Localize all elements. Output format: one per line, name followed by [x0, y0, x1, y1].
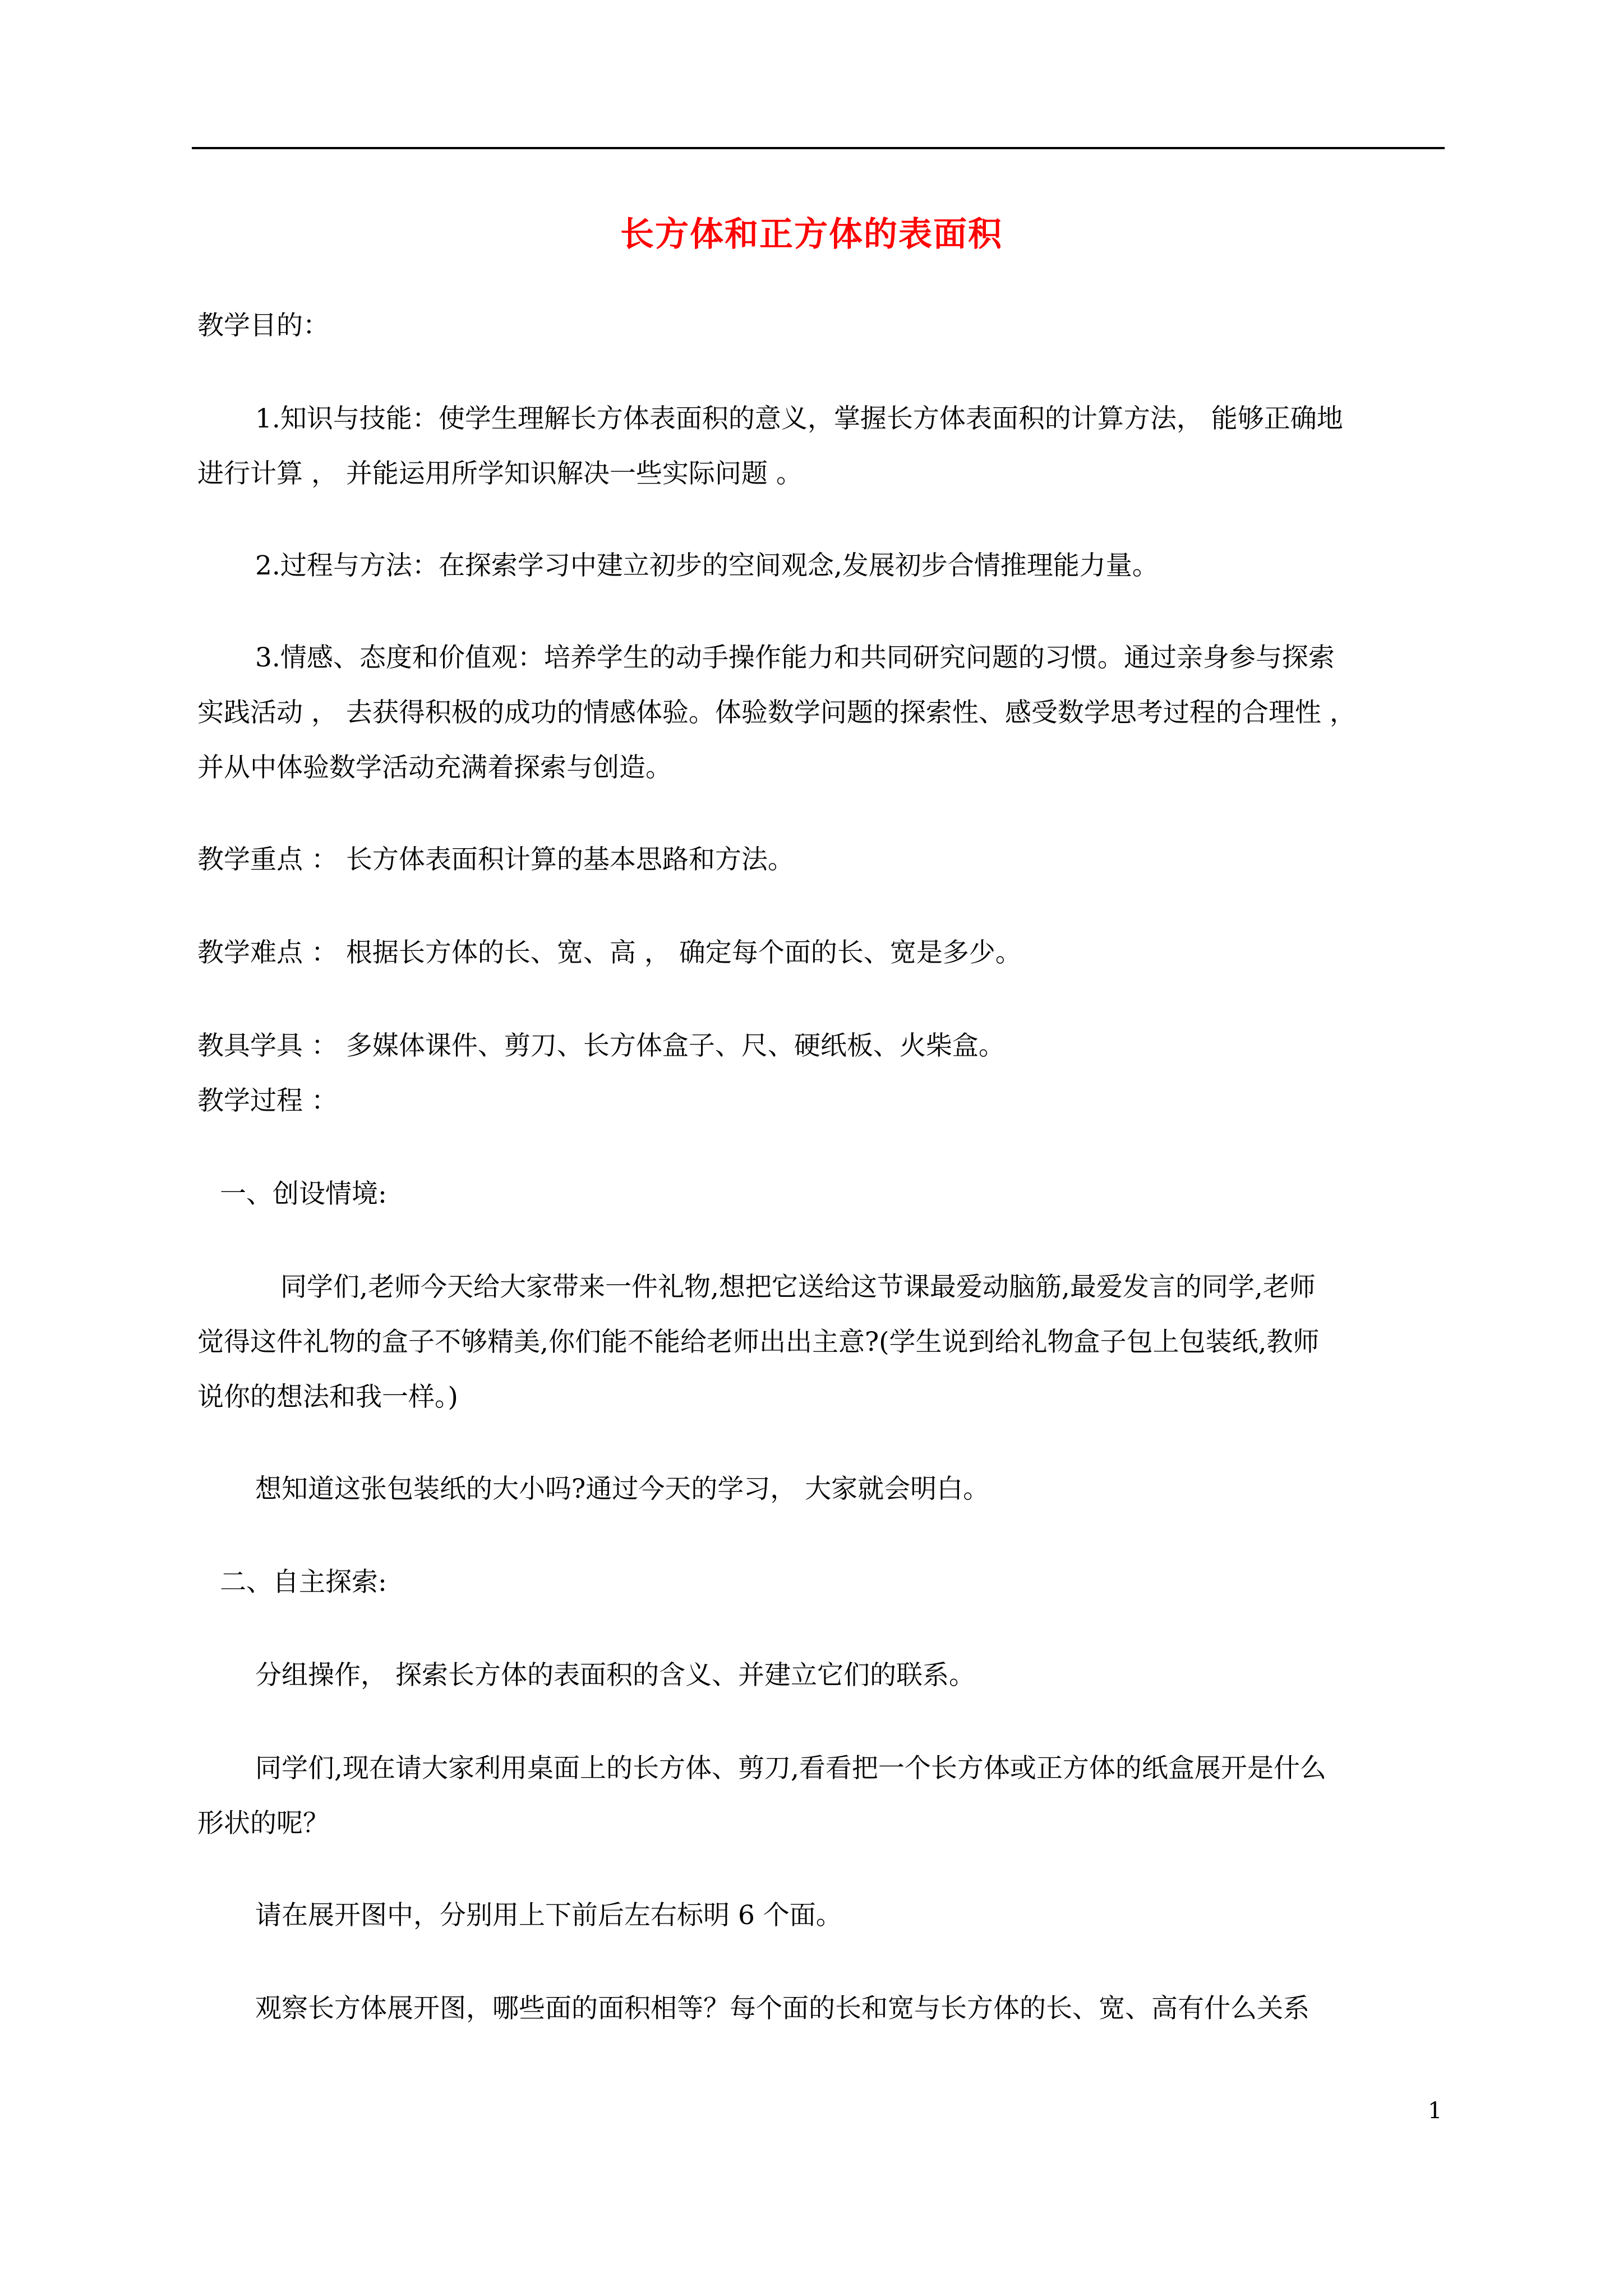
difficulty: 教学难点 ： 根据长方体的长、宽、高 ， 确定每个面的长、宽是多少。 — [197, 937, 1022, 968]
objective-3-line-3: 并从中体验数学活动充满着探索与创造。 — [197, 752, 672, 783]
paragraph-1-line-1: 同学们,老师今天给大家带来一件礼物,想把它送给这节课最爱动脑筋,最爱发言的同学,老师 — [280, 1272, 1316, 1303]
process-heading: 教学过程 ： — [197, 1085, 338, 1116]
key-point: 教学重点 ： 长方体表面积计算的基本思路和方法。 — [197, 844, 794, 875]
paragraph-5: 请在展开图中，分别用上下前后左右标明 6 个面。 — [255, 1900, 842, 1931]
paragraph-2: 想知道这张包装纸的大小吗?通过今天的学习， 大家就会明白。 — [255, 1474, 990, 1504]
paragraph-1-line-2: 觉得这件礼物的盒子不够精美,你们能不能给老师出出主意?(学生说到给礼物盒子包上包装纸,教师 — [197, 1327, 1320, 1358]
paragraph-6: 观察长方体展开图，哪些面的面积相等？每个面的长和宽与长方体的长、宽、高有什么关系 — [255, 1993, 1310, 2024]
objective-1-line-2: 进行计算 ， 并能运用所学知识解决一些实际问题 。 — [197, 458, 803, 489]
document-title: 长方体和正方体的表面积 — [620, 215, 1003, 254]
objectives-heading: 教学目的： — [197, 310, 329, 341]
page-number: 1 — [1428, 2098, 1442, 2124]
objective-2: 2.过程与方法：在探索学习中建立初步的空间观念,发展初步合情推理能力量。 — [255, 550, 1159, 581]
paragraph-1-line-3: 说你的想法和我一样。) — [197, 1382, 458, 1412]
paragraph-3: 分组操作， 探索长方体的表面积的含义、并建立它们的联系。 — [255, 1660, 975, 1691]
section-1-heading: 一、创设情境: — [220, 1179, 387, 1209]
paragraph-4-line-1: 同学们,现在请大家利用桌面上的长方体、剪刀,看看把一个长方体或正方体的纸盒展开是什么 — [255, 1753, 1326, 1784]
section-2-heading: 二、自主探索: — [220, 1567, 387, 1598]
header-rule — [192, 147, 1445, 149]
objective-3-line-2: 实践活动 ， 去获得积极的成功的情感体验。体验数学问题的探索性、感受数学思考过程的合理性 ， — [197, 697, 1356, 728]
objective-1-line-1: 1.知识与技能：使学生理解长方体表面积的意义，掌握长方体表面积的计算方法， 能够正确地 — [255, 403, 1343, 434]
paragraph-4-line-2: 形状的呢？ — [197, 1808, 329, 1839]
teaching-tools: 教具学具 ： 多媒体课件、剪刀、长方体盒子、尺、硬纸板、火柴盒。 — [197, 1030, 1005, 1061]
objective-3-line-1: 3.情感、态度和价值观：培养学生的动手操作能力和共同研究问题的习惯。通过亲身参与探索 — [255, 642, 1335, 673]
